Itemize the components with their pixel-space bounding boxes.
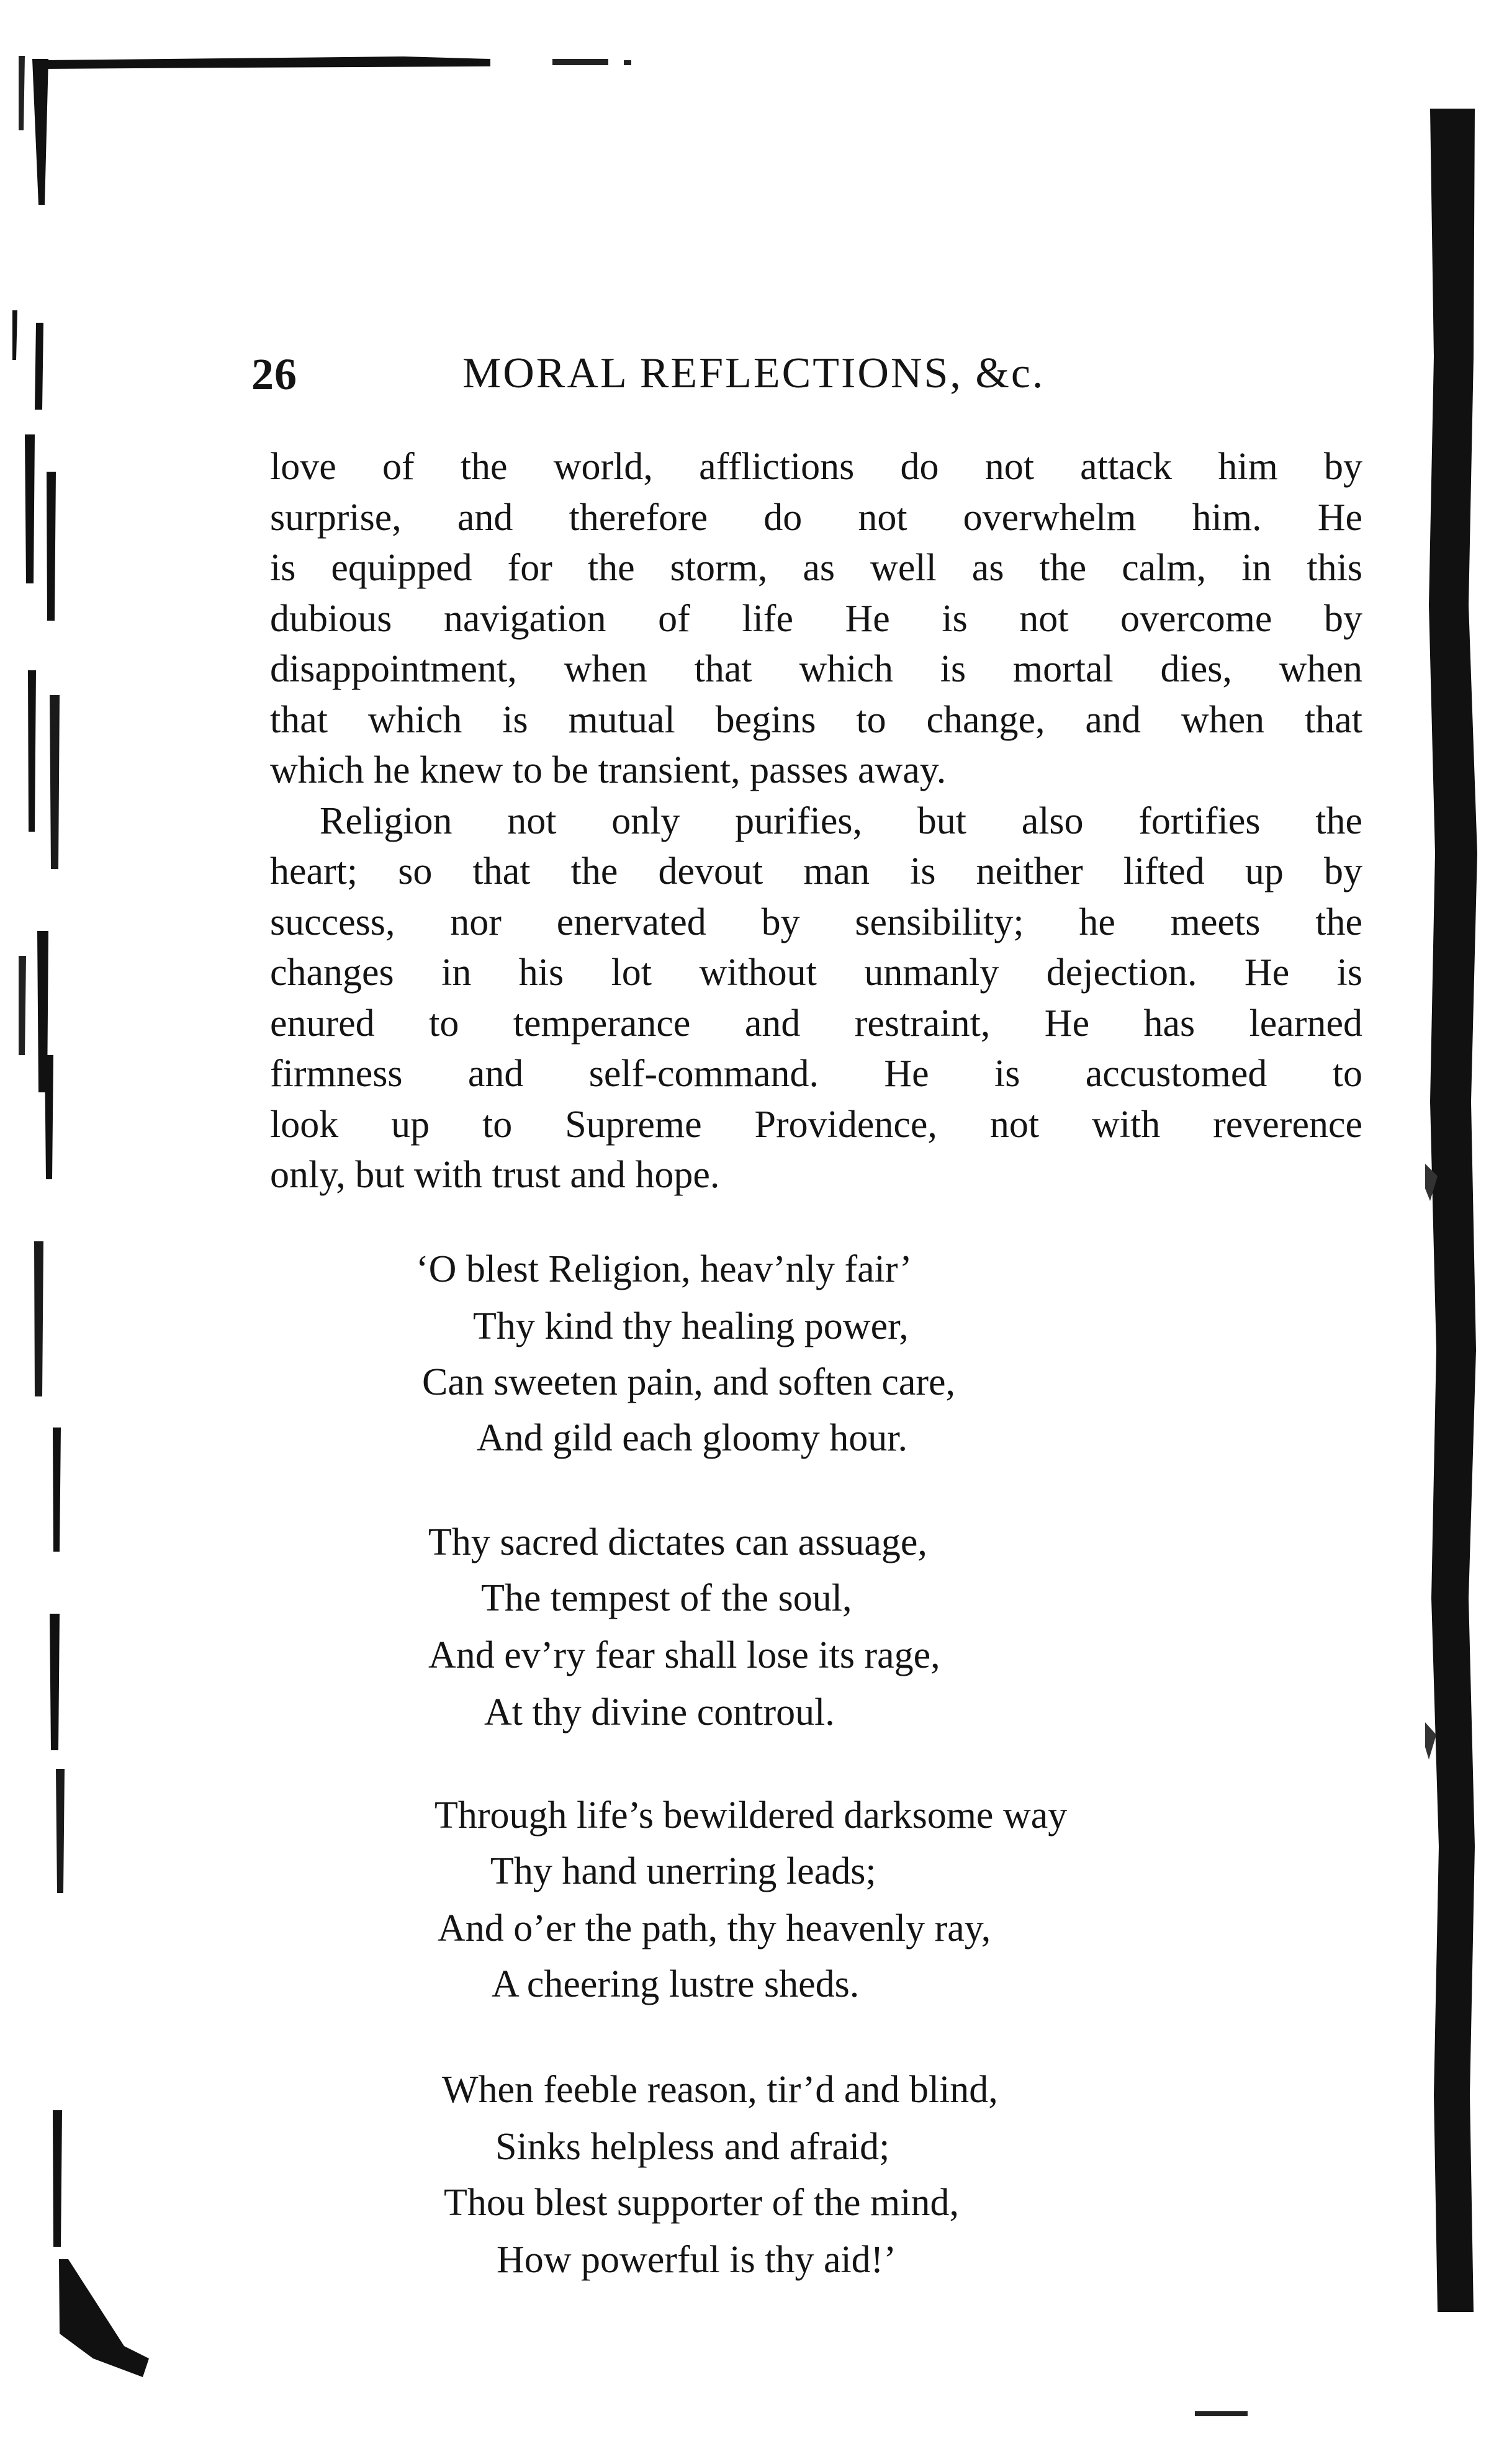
verse-line: ‘O blest Religion, heav’nly fair’ bbox=[416, 1248, 912, 1290]
text-line: heart; so that the devout man is neither lifted up by bbox=[270, 850, 1362, 893]
prose-body bbox=[270, 442, 1362, 1201]
text-line: enured to temperance and restraint, He has learned bbox=[270, 1002, 1362, 1045]
verse-line: Can sweeten pain, and soften care, bbox=[422, 1361, 956, 1403]
verse-line: When feeble reason, tir’d and blind, bbox=[442, 2069, 998, 2111]
text-line: only, but with trust and hope. bbox=[270, 1154, 720, 1196]
verse-line: The tempest of the soul, bbox=[481, 1577, 852, 1619]
page-header bbox=[251, 335, 1375, 410]
verse-line: And o’er the path, thy heavenly ray, bbox=[438, 1907, 991, 1949]
verse-line: How powerful is thy aid!’ bbox=[497, 2239, 896, 2281]
verse-line: And ev’ry fear shall lose its rage, bbox=[428, 1634, 940, 1676]
paragraph-2 bbox=[270, 796, 1362, 1201]
verse-line: At thy divine controul. bbox=[484, 1691, 835, 1733]
text-line: is equipped for the storm, as well as the calm, in this bbox=[270, 547, 1362, 589]
scan-mark-bottom bbox=[1195, 2411, 1248, 2416]
scan-edge-right bbox=[1425, 109, 1481, 2312]
text-line: look up to Supreme Providence, not with reverence bbox=[270, 1103, 1362, 1146]
verse-line: Sinks helpless and afraid; bbox=[495, 2126, 890, 2168]
verse-line: A cheering lustre sheds. bbox=[492, 1963, 860, 2005]
text-line: that which is mutual begins to change, and when that bbox=[270, 698, 1362, 741]
verse-line: Thy sacred dictates can assuage, bbox=[428, 1521, 927, 1563]
text-line: Religion not only purifies, but also fortifies the bbox=[320, 799, 1362, 842]
verse-line: Thou blest supporter of the mind, bbox=[444, 2182, 959, 2224]
text-line: surprise, and therefore do not overwhelm him. He bbox=[270, 496, 1362, 539]
paragraph-1 bbox=[270, 442, 1362, 796]
verse-line: Through life’s bewildered darksome way bbox=[434, 1794, 1068, 1837]
text-line: changes in his lot without unmanly dejection. He is bbox=[270, 951, 1362, 994]
scan-edge-top bbox=[43, 53, 639, 78]
text-line: dubious navigation of life He is not overcome by bbox=[270, 597, 1362, 640]
scan-edge-left bbox=[0, 0, 161, 2464]
text-line: disappointment, when that which is mortal dies, when bbox=[270, 648, 1362, 690]
text-line: love of the world, afflictions do not attack him by bbox=[270, 446, 1362, 488]
text-line: which he knew to be transient, passes away. bbox=[270, 749, 947, 791]
verse-line: And gild each gloomy hour. bbox=[477, 1417, 907, 1459]
text-line: success, nor enervated by sensibility; he meets the bbox=[270, 901, 1362, 943]
verse-line: Thy kind thy healing power, bbox=[473, 1305, 909, 1347]
running-title: MORAL REFLECTIONS, &c. bbox=[462, 349, 1045, 397]
text-line: firmness and self-command. He is accustomed to bbox=[270, 1053, 1362, 1095]
page-number: 26 bbox=[251, 349, 297, 399]
verse-line: Thy hand unerring leads; bbox=[490, 1850, 876, 1892]
